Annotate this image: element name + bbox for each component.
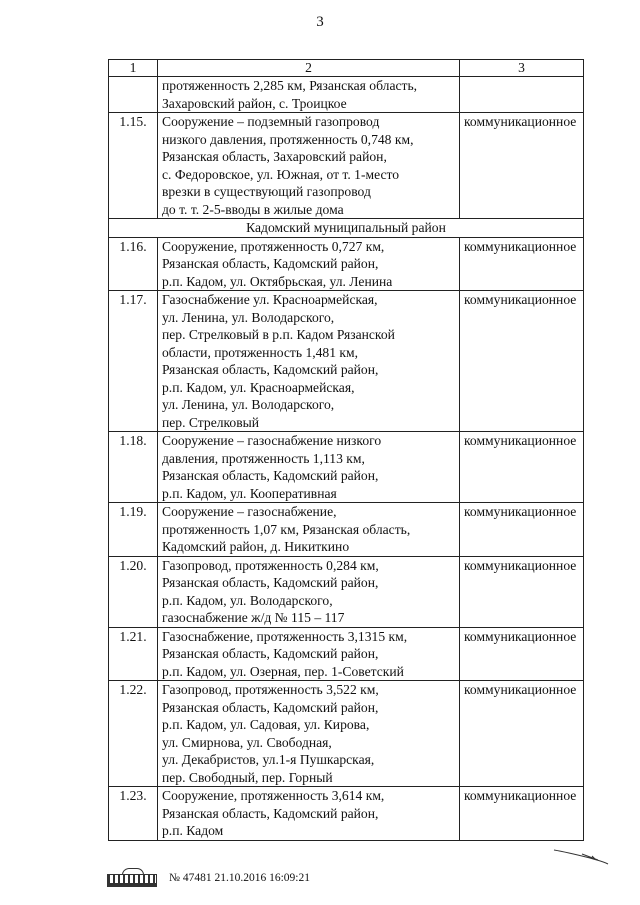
footer [107,868,310,888]
row-number: 1.23. [109,787,158,841]
table-row [109,787,584,841]
row-category: коммуникационное [460,787,584,841]
row-number: 1.20. [109,556,158,627]
row-number: 1.22. [109,681,158,787]
row-number: 1.17. [109,291,158,432]
table-row [109,556,584,627]
table-header-row [109,60,584,77]
section-title: Кадомский муниципальный район [109,219,584,238]
row-description: Газоснабжение, протяженность 3,1315 км, Рязанская область, Кадомский район, р.п. Кадом, ул. Озерная, пер. 1-Советский [158,627,460,681]
table-row [109,77,584,113]
row-category: коммуникационное [460,291,584,432]
table-row [109,681,584,787]
row-number: 1.21. [109,627,158,681]
table-body [109,77,584,841]
row-number: 1.18. [109,432,158,503]
row-description: Сооружение – газоснабжение низкого давления, протяженность 1,113 км, Рязанская область, Кадомский район, р.п. Кадом, ул. Кооперативная [158,432,460,503]
row-description: протяженность 2,285 км, Рязанская область, Захаровский район, с. Троицкое [158,77,460,113]
row-description: Сооружение, протяженность 3,614 км, Рязанская область, Кадомский район, р.п. Кадом [158,787,460,841]
table-row [109,291,584,432]
row-number: 1.19. [109,503,158,557]
table-row [109,432,584,503]
row-number [109,77,158,113]
row-number: 1.16. [109,237,158,291]
row-category: коммуникационное [460,432,584,503]
row-description: Газопровод, протяженность 3,522 км, Рязанская область, Кадомский район, р.п. Кадом, ул. Садовая, ул. Кирова, ул. Смирнова, ул. Свободная, ул. Декабристов, ул.1-я Пушкарская, пер. Свободный, пер. Горный [158,681,460,787]
table-row [109,113,584,219]
row-category: коммуникационное [460,113,584,219]
table-row [109,627,584,681]
row-description: Сооружение – подземный газопровод низкого давления, протяженность 0,748 км, Рязанская область, Захаровский район, с. Федоровское, ул. Южная, от т. 1-место врезки в существующий газопровод до т. т. 2-5-вводы в жилые дома [158,113,460,219]
row-category: коммуникационное [460,237,584,291]
column-header-2: 2 [158,60,460,77]
column-header-1: 1 [109,60,158,77]
table-row [109,237,584,291]
page-number: 3 [316,14,324,30]
column-header-3: 3 [460,60,584,77]
row-description: Газопровод, протяженность 0,284 км, Рязанская область, Кадомский район, р.п. Кадом, ул. Володарского, газоснабжение ж/д № 115 – 117 [158,556,460,627]
row-description: Газоснабжение ул. Красноармейская, ул. Ленина, ул. Володарского, пер. Стрелковый в р.п. Кадом Рязанской области, протяженность 1,481 км, Рязанская область, Кадомский район, р.п. Кадом, ул. Красноармейская, ул. Ленина, ул. Володарского, пер. Стрелковый [158,291,460,432]
document-stamp: № 47481 21.10.2016 16:09:21 [169,872,310,884]
row-description: Сооружение – газоснабжение, протяженность 1,07 км, Рязанская область, Кадомский район, д. Никиткино [158,503,460,557]
property-table [108,59,584,841]
registry-logo-icon [107,868,157,888]
table-row [109,503,584,557]
row-description: Сооружение, протяженность 0,727 км, Рязанская область, Кадомский район, р.п. Кадом, ул. Октябрьская, ул. Ленина [158,237,460,291]
row-category: коммуникационное [460,503,584,557]
row-category: коммуникационное [460,681,584,787]
row-category [460,77,584,113]
signature-icon [552,842,612,866]
section-row [109,219,584,238]
row-number: 1.15. [109,113,158,219]
row-category: коммуникационное [460,627,584,681]
row-category: коммуникационное [460,556,584,627]
